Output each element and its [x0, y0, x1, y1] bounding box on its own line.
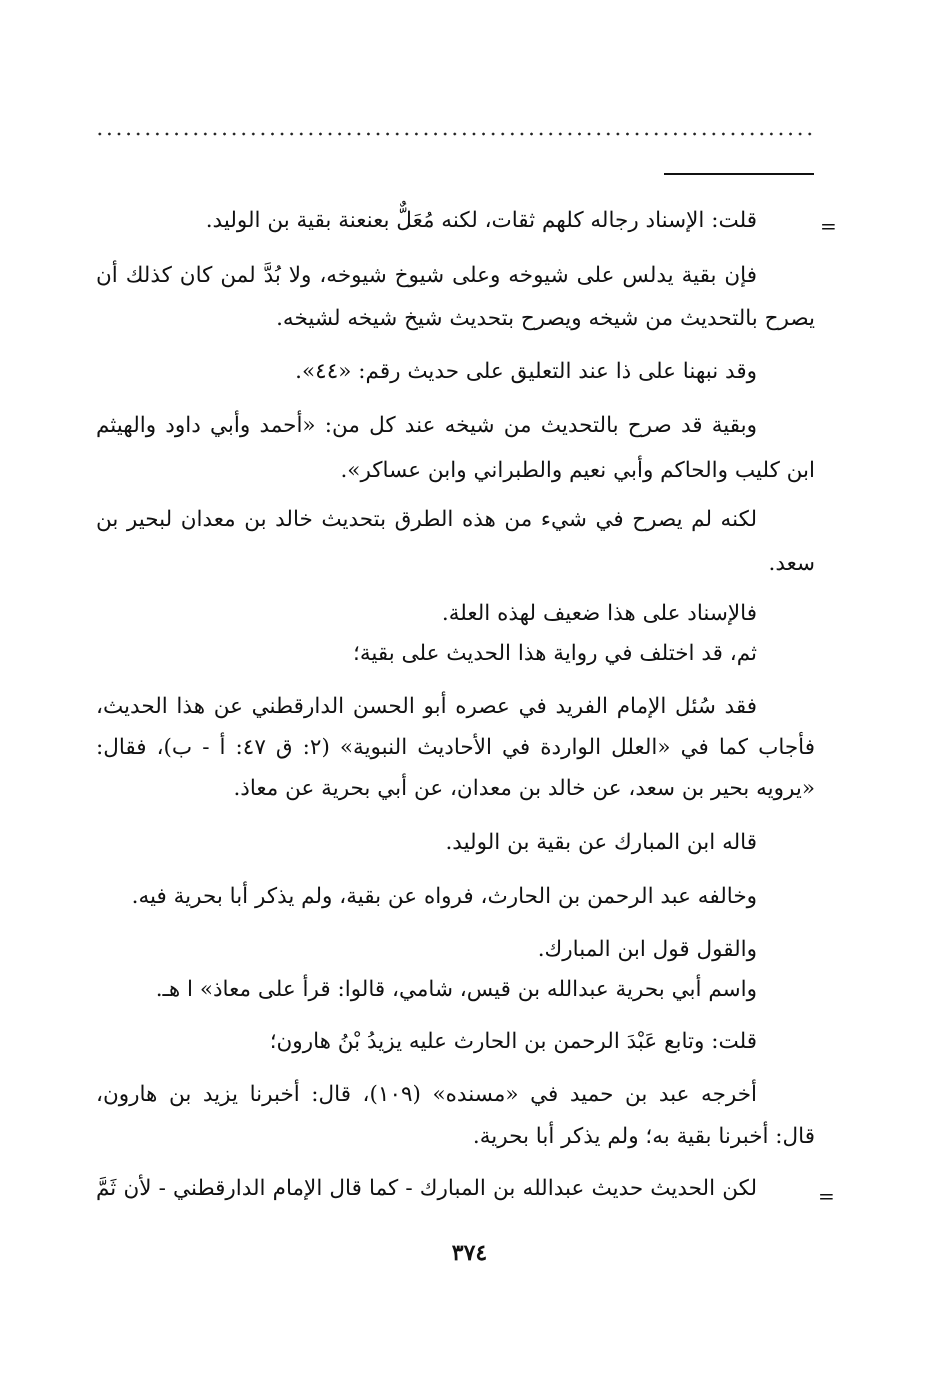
text-line: قلت: الإسناد رجاله كلهم ثقات، لكنه مُعَلٌّ بعنعنة بقية بن الوليد. — [205, 208, 757, 233]
text-line: والقول قول ابن المبارك. — [537, 937, 757, 962]
text-line: لكنه لم يصرح في شيء من هذه الطرق بتحديث خالد بن معدان لبحير بن — [96, 507, 757, 532]
text-line: سعد. — [768, 551, 815, 576]
text-line: «يرويه بحير بن سعد، عن خالد بن معدان، عن أبي بحرية عن معاذ. — [233, 776, 815, 801]
text-line: قاله ابن المبارك عن بقية بن الوليد. — [445, 830, 757, 855]
text-line: وبقية قد صرح بالتحديث من شيخه عند كل من: «أحمد وأبي داود والهيثم — [96, 413, 757, 438]
text-line: فقد سُئل الإمام الفريد في عصره أبو الحسن الدارقطني عن هذا الحديث، — [96, 694, 757, 719]
text-line: قلت: وتابع عَبْدَ الرحمن بن الحارث عليه يزيدُ بْنُ هارون؛ — [269, 1029, 757, 1054]
text-line: قال: أخبرنا بقية به؛ ولم يذكر أبا بحرية. — [472, 1124, 815, 1149]
text-line: فإن بقية يدلس على شيوخه وعلى شيوخ شيوخه، ولا بُدَّ لمن كان كذلك أن — [96, 263, 757, 288]
page-body — [96, 0, 815, 1387]
text-line: لكن الحديث حديث عبدالله بن المبارك - كما قال الإمام الدارقطني - لأن ثَمَّ — [96, 1176, 757, 1201]
text-line: ثم، قد اختلف في رواية هذا الحديث على بقية؛ — [353, 641, 757, 666]
text-line: فأجاب كما في «العلل الواردة في الأحاديث النبوية» (٢: ق ٤٧: أ - ب)، فقال: — [96, 735, 815, 760]
text-line: ابن كليب والحاكم وأبي نعيم والطبراني وابن عساكر». — [340, 458, 815, 483]
text-line: فالإسناد على هذا ضعيف لهذه العلة. — [441, 601, 757, 626]
text-line: وقد نبهنا على ذا عند التعليق على حديث رقم: «٤٤». — [295, 359, 757, 384]
text-line: يصرح بالتحديث من شيخه ويصرح بتحديث شيخ شيخه لشيخه. — [276, 306, 815, 331]
text-line: أخرجه عبد بن حميد في «مسنده» (١٠٩)، قال: أخبرنا يزيد بن هارون، — [96, 1082, 757, 1107]
continuation-mark-top: = — [820, 214, 837, 238]
continuation-mark-bottom: = — [818, 1184, 835, 1208]
text-line: وخالفه عبد الرحمن بن الحارث، فرواه عن بقية، ولم يذكر أبا بحرية فيه. — [131, 884, 757, 909]
page-number: ٣٧٤ — [451, 1240, 488, 1266]
text-line: واسم أبي بحرية عبدالله بن قيس، شامي، قالوا: قرأ على معاذ» ا هـ. — [155, 977, 757, 1002]
